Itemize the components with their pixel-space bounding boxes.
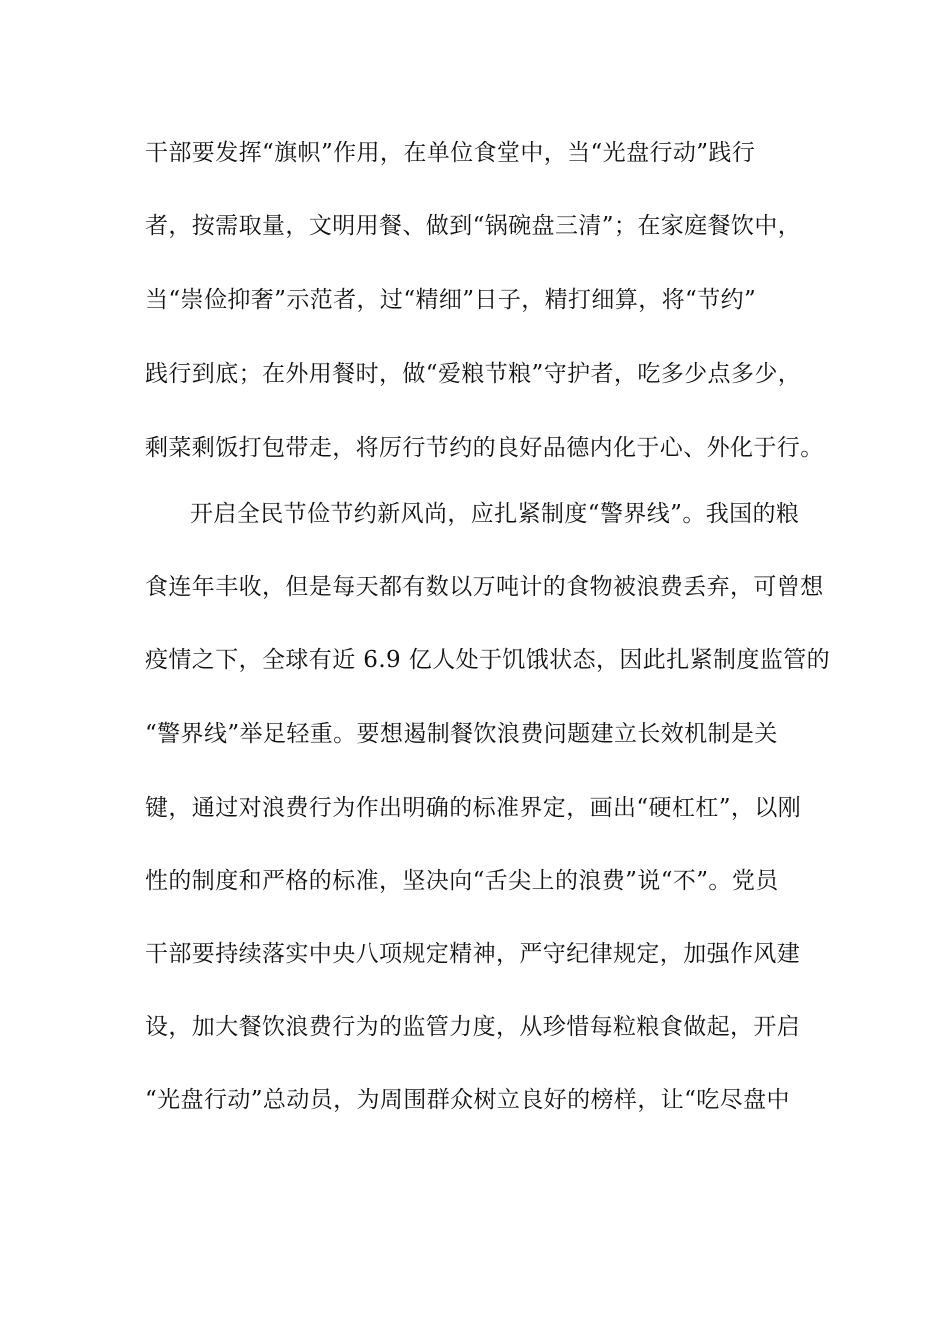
text-line: 设，加大餐饮浪费行为的监管力度，从珍惜每粒粮食做起，开启 bbox=[145, 1014, 801, 1040]
text-line: 当“崇俭抑奢”示范者，过“精细”日子，精打细算，将“节约” bbox=[145, 287, 757, 313]
text-line: “警界线”举足轻重。要想遏制餐饮浪费问题建立长效机制是关 bbox=[145, 721, 778, 747]
text-line: 键，通过对浪费行为作出明确的标准界定，画出“硬杠杠”，以刚 bbox=[145, 795, 802, 821]
text-line: 干部要持续落实中央八项规定精神，严守纪律规定，加强作风建 bbox=[145, 941, 801, 967]
text-line: “光盘行动”总动员，为周围群众树立良好的榜样，让“吃尽盘中 bbox=[145, 1087, 790, 1113]
text-line: 疫情之下，全球有近 6.9 亿人处于饥饿状态，因此扎紧制度监管的 bbox=[145, 647, 830, 673]
text-line: 践行到底；在外用餐时，做“爱粮节粮”守护者，吃多少点多少， bbox=[145, 361, 802, 387]
text-line: 干部要发挥“旗帜”作用，在单位食堂中，当“光盘行动”践行 bbox=[145, 140, 756, 166]
text-line: 者，按需取量，文明用餐、做到“锅碗盘三清”；在家庭餐饮中， bbox=[145, 213, 802, 239]
text-line: 性的制度和严格的标准，坚决向“舌尖上的浪费”说“不”。党员 bbox=[145, 868, 779, 894]
text-line: 食连年丰收，但是每天都有数以万吨计的食物被浪费丢弃，可曾想 bbox=[145, 574, 824, 600]
paragraph-first-line: 开启全民节俭节约新风尚，应扎紧制度“警界线”。我国的粮 bbox=[190, 501, 800, 527]
text-line: 剩菜剩饭打包带走，将厉行节约的良好品德内化于心、外化于行。 bbox=[145, 435, 824, 461]
